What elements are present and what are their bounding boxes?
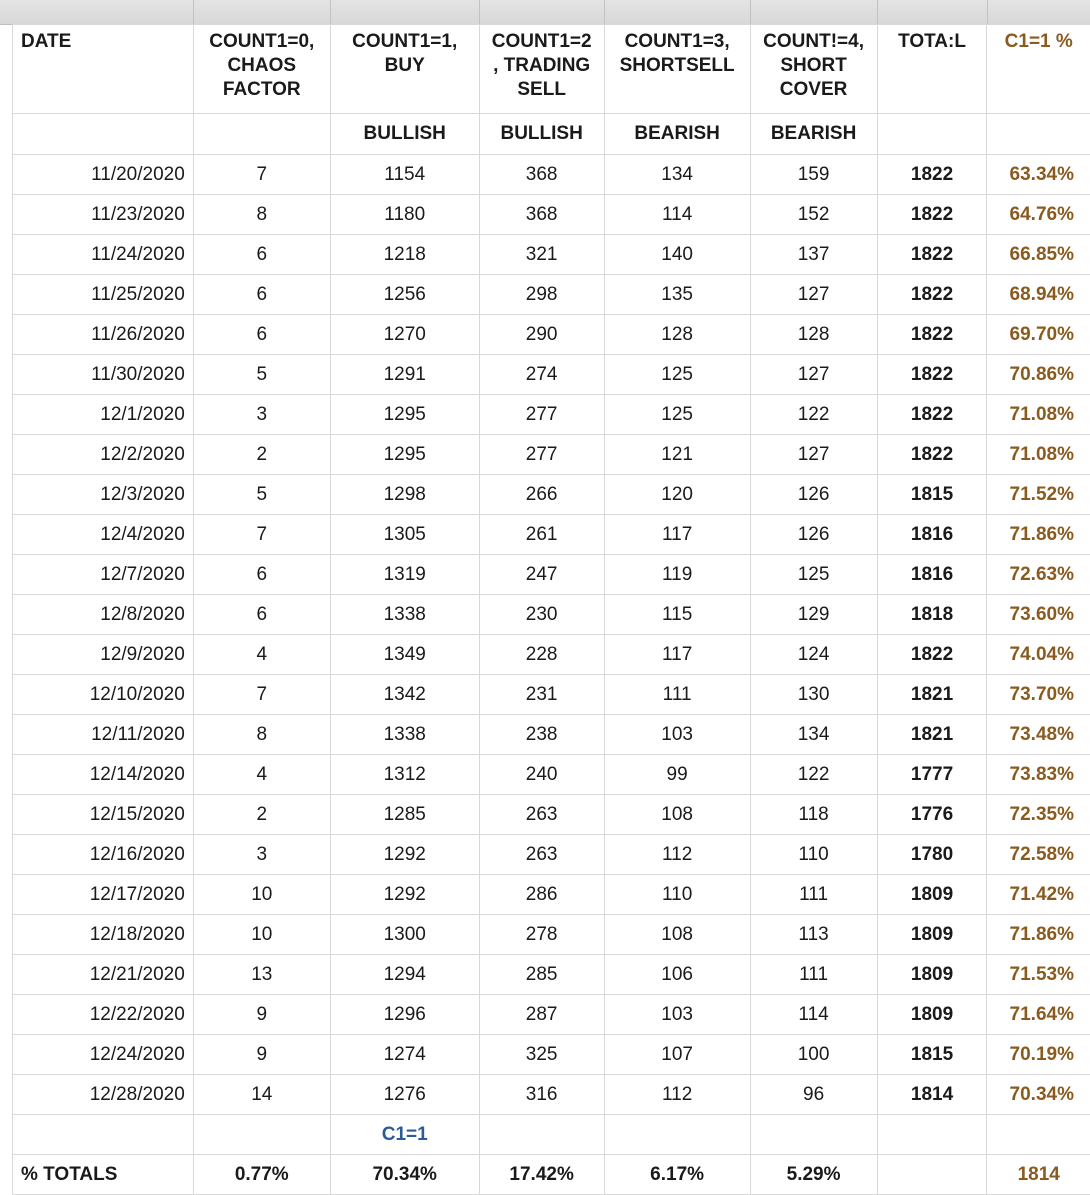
totals-total[interactable]	[877, 1155, 987, 1195]
cell-trading-sell[interactable]: 298	[479, 275, 604, 315]
cell-shortsell[interactable]: 125	[604, 395, 750, 435]
cell-c1-percent[interactable]: 70.34%	[987, 1075, 1090, 1115]
column-divider	[604, 0, 605, 24]
cell-c1-percent[interactable]: 73.83%	[987, 755, 1090, 795]
table-row	[13, 795, 1090, 835]
table-row	[13, 1075, 1090, 1115]
column-divider	[479, 0, 480, 24]
cell-date[interactable]: 11/26/2020	[13, 315, 194, 355]
cell-date[interactable]: 12/21/2020	[13, 955, 194, 995]
cell-trading-sell[interactable]: 277	[479, 395, 604, 435]
cell-chaos-factor[interactable]: 6	[193, 595, 330, 635]
cell-c1-percent[interactable]: 72.35%	[987, 795, 1090, 835]
cell-chaos-factor[interactable]: 8	[193, 715, 330, 755]
cell-chaos-factor[interactable]: 2	[193, 795, 330, 835]
note-c1[interactable]: C1=1	[330, 1115, 479, 1155]
cell-buy[interactable]: 1270	[330, 315, 479, 355]
table-row	[13, 675, 1090, 715]
cell-trading-sell[interactable]: 278	[479, 915, 604, 955]
note-empty[interactable]	[604, 1115, 750, 1155]
cell-shortsell[interactable]: 114	[604, 195, 750, 235]
cell-date[interactable]: 12/7/2020	[13, 555, 194, 595]
header-short-cover[interactable]: COUNT!=4, SHORT COVER	[750, 25, 877, 114]
cell-buy[interactable]: 1180	[330, 195, 479, 235]
cell-total[interactable]: 1822	[877, 435, 987, 475]
cell-total[interactable]: 1818	[877, 595, 987, 635]
cell-shortsell[interactable]: 103	[604, 715, 750, 755]
cell-buy[interactable]: 1218	[330, 235, 479, 275]
cell-chaos-factor[interactable]: 4	[193, 755, 330, 795]
cell-trading-sell[interactable]: 325	[479, 1035, 604, 1075]
cell-total[interactable]: 1780	[877, 835, 987, 875]
cell-trading-sell[interactable]: 228	[479, 635, 604, 675]
cell-short-cover[interactable]: 126	[750, 475, 877, 515]
totals-short-cover[interactable]: 5.29%	[750, 1155, 877, 1195]
cell-buy[interactable]: 1338	[330, 715, 479, 755]
totals-trading-sell[interactable]: 17.42%	[479, 1155, 604, 1195]
cell-c1-percent[interactable]: 71.52%	[987, 475, 1090, 515]
header-total[interactable]: TOTA:L	[877, 25, 987, 114]
cell-short-cover[interactable]: 129	[750, 595, 877, 635]
cell-trading-sell[interactable]: 286	[479, 875, 604, 915]
cell-total[interactable]: 1822	[877, 275, 987, 315]
header-buy[interactable]: COUNT1=1, BUY	[330, 25, 479, 114]
cell-c1-percent[interactable]: 69.70%	[987, 315, 1090, 355]
cell-buy[interactable]: 1285	[330, 795, 479, 835]
cell-chaos-factor[interactable]: 5	[193, 475, 330, 515]
cell-buy[interactable]: 1319	[330, 555, 479, 595]
cell-date[interactable]: 12/14/2020	[13, 755, 194, 795]
cell-date[interactable]: 12/8/2020	[13, 595, 194, 635]
cell-date[interactable]: 12/10/2020	[13, 675, 194, 715]
cell-c1-percent[interactable]: 71.08%	[987, 435, 1090, 475]
cell-total[interactable]: 1821	[877, 715, 987, 755]
cell-trading-sell[interactable]: 240	[479, 755, 604, 795]
cell-date[interactable]: 12/2/2020	[13, 435, 194, 475]
cell-short-cover[interactable]: 96	[750, 1075, 877, 1115]
cell-c1-percent[interactable]: 74.04%	[987, 635, 1090, 675]
cell-short-cover[interactable]: 134	[750, 715, 877, 755]
cell-chaos-factor[interactable]: 13	[193, 955, 330, 995]
sentiment-empty[interactable]	[193, 114, 330, 155]
cell-buy[interactable]: 1154	[330, 155, 479, 195]
cell-c1-percent[interactable]: 71.86%	[987, 515, 1090, 555]
totals-chaos-factor[interactable]: 0.77%	[193, 1155, 330, 1195]
note-empty[interactable]	[987, 1115, 1090, 1155]
cell-short-cover[interactable]: 127	[750, 435, 877, 475]
sentiment-empty[interactable]	[13, 114, 194, 155]
cell-shortsell[interactable]: 106	[604, 955, 750, 995]
cell-total[interactable]: 1809	[877, 995, 987, 1035]
cell-total[interactable]: 1822	[877, 355, 987, 395]
cell-c1-percent[interactable]: 71.64%	[987, 995, 1090, 1035]
cell-trading-sell[interactable]: 290	[479, 315, 604, 355]
table-row	[13, 835, 1090, 875]
header-c1-percent[interactable]: C1=1 %	[987, 25, 1090, 114]
column-divider	[987, 0, 988, 24]
table-row	[13, 475, 1090, 515]
cell-short-cover[interactable]: 126	[750, 515, 877, 555]
cell-chaos-factor[interactable]: 6	[193, 555, 330, 595]
column-divider	[750, 0, 751, 24]
cell-shortsell[interactable]: 120	[604, 475, 750, 515]
cell-total[interactable]: 1815	[877, 1035, 987, 1075]
note-empty[interactable]	[750, 1115, 877, 1155]
cell-trading-sell[interactable]: 285	[479, 955, 604, 995]
cell-buy[interactable]: 1300	[330, 915, 479, 955]
table-row	[13, 595, 1090, 635]
cell-short-cover[interactable]: 152	[750, 195, 877, 235]
spreadsheet-column-header-bar	[0, 0, 1090, 25]
cell-short-cover[interactable]: 127	[750, 355, 877, 395]
cell-total[interactable]: 1776	[877, 795, 987, 835]
cell-shortsell[interactable]: 99	[604, 755, 750, 795]
cell-chaos-factor[interactable]: 10	[193, 875, 330, 915]
cell-short-cover[interactable]: 113	[750, 915, 877, 955]
cell-chaos-factor[interactable]: 7	[193, 515, 330, 555]
cell-short-cover[interactable]: 111	[750, 875, 877, 915]
cell-total[interactable]: 1822	[877, 235, 987, 275]
cell-buy[interactable]: 1276	[330, 1075, 479, 1115]
cell-trading-sell[interactable]: 368	[479, 155, 604, 195]
cell-date[interactable]: 11/20/2020	[13, 155, 194, 195]
totals-shortsell[interactable]: 6.17%	[604, 1155, 750, 1195]
note-empty[interactable]	[479, 1115, 604, 1155]
cell-short-cover[interactable]: 118	[750, 795, 877, 835]
cell-trading-sell[interactable]: 316	[479, 1075, 604, 1115]
cell-shortsell[interactable]: 111	[604, 675, 750, 715]
cell-shortsell[interactable]: 117	[604, 635, 750, 675]
table-row	[13, 355, 1090, 395]
cell-buy[interactable]: 1292	[330, 875, 479, 915]
cell-trading-sell[interactable]: 321	[479, 235, 604, 275]
table-row	[13, 555, 1090, 595]
cell-shortsell[interactable]: 119	[604, 555, 750, 595]
header-date[interactable]: DATE	[13, 25, 194, 114]
cell-short-cover[interactable]: 127	[750, 275, 877, 315]
cell-date[interactable]: 12/15/2020	[13, 795, 194, 835]
cell-date[interactable]: 12/4/2020	[13, 515, 194, 555]
cell-short-cover[interactable]: 111	[750, 955, 877, 995]
cell-short-cover[interactable]: 159	[750, 155, 877, 195]
cell-total[interactable]: 1816	[877, 515, 987, 555]
header-shortsell[interactable]: COUNT1=3, SHORTSELL	[604, 25, 750, 114]
cell-total[interactable]: 1822	[877, 195, 987, 235]
cell-buy[interactable]: 1291	[330, 355, 479, 395]
cell-total[interactable]: 1815	[877, 475, 987, 515]
column-divider	[330, 0, 331, 24]
cell-date[interactable]: 12/22/2020	[13, 995, 194, 1035]
cell-buy[interactable]: 1294	[330, 955, 479, 995]
table-row	[13, 315, 1090, 355]
cell-date[interactable]: 12/17/2020	[13, 875, 194, 915]
cell-shortsell[interactable]: 117	[604, 515, 750, 555]
note-empty[interactable]	[13, 1115, 194, 1155]
cell-trading-sell[interactable]: 231	[479, 675, 604, 715]
cell-c1-percent[interactable]: 70.19%	[987, 1035, 1090, 1075]
table-row	[13, 715, 1090, 755]
table-row	[13, 1035, 1090, 1075]
cell-trading-sell[interactable]: 263	[479, 795, 604, 835]
cell-c1-percent[interactable]: 68.94%	[987, 275, 1090, 315]
cell-shortsell[interactable]: 110	[604, 875, 750, 915]
cell-c1-percent[interactable]: 71.42%	[987, 875, 1090, 915]
cell-shortsell[interactable]: 103	[604, 995, 750, 1035]
cell-c1-percent[interactable]: 71.86%	[987, 915, 1090, 955]
cell-buy[interactable]: 1305	[330, 515, 479, 555]
cell-trading-sell[interactable]: 368	[479, 195, 604, 235]
cell-date[interactable]: 12/11/2020	[13, 715, 194, 755]
sentiment-short-cover[interactable]: BEARISH	[750, 114, 877, 155]
cell-chaos-factor[interactable]: 6	[193, 235, 330, 275]
cell-date[interactable]: 11/24/2020	[13, 235, 194, 275]
cell-short-cover[interactable]: 125	[750, 555, 877, 595]
totals-c1-percent[interactable]: 1814	[987, 1155, 1090, 1195]
header-chaos-factor[interactable]: COUNT1=0, CHAOS FACTOR	[193, 25, 330, 114]
cell-buy[interactable]: 1292	[330, 835, 479, 875]
cell-chaos-factor[interactable]: 3	[193, 395, 330, 435]
cell-total[interactable]: 1809	[877, 915, 987, 955]
cell-total[interactable]: 1822	[877, 155, 987, 195]
cell-trading-sell[interactable]: 230	[479, 595, 604, 635]
cell-shortsell[interactable]: 108	[604, 795, 750, 835]
cell-total[interactable]: 1822	[877, 635, 987, 675]
cell-c1-percent[interactable]: 64.76%	[987, 195, 1090, 235]
table-row	[13, 995, 1090, 1035]
cell-date[interactable]: 12/28/2020	[13, 1075, 194, 1115]
cell-total[interactable]: 1821	[877, 675, 987, 715]
table-row	[13, 195, 1090, 235]
cell-date[interactable]: 12/24/2020	[13, 1035, 194, 1075]
table-row	[13, 395, 1090, 435]
cell-date[interactable]: 12/3/2020	[13, 475, 194, 515]
cell-chaos-factor[interactable]: 4	[193, 635, 330, 675]
cell-trading-sell[interactable]: 266	[479, 475, 604, 515]
table-row	[13, 155, 1090, 195]
cell-c1-percent[interactable]: 73.60%	[987, 595, 1090, 635]
cell-short-cover[interactable]: 124	[750, 635, 877, 675]
cell-shortsell[interactable]: 112	[604, 835, 750, 875]
table-row	[13, 755, 1090, 795]
cell-chaos-factor[interactable]: 10	[193, 915, 330, 955]
cell-buy[interactable]: 1295	[330, 395, 479, 435]
table-row	[13, 515, 1090, 555]
cell-date[interactable]: 12/18/2020	[13, 915, 194, 955]
cell-total[interactable]: 1822	[877, 315, 987, 355]
cell-buy[interactable]: 1338	[330, 595, 479, 635]
totals-row	[13, 1155, 1090, 1195]
cell-shortsell[interactable]: 134	[604, 155, 750, 195]
note-row	[13, 1115, 1090, 1155]
table-row	[13, 955, 1090, 995]
note-empty[interactable]	[877, 1115, 987, 1155]
sentiment-row	[13, 114, 1090, 155]
cell-total[interactable]: 1777	[877, 755, 987, 795]
cell-c1-percent[interactable]: 66.85%	[987, 235, 1090, 275]
cell-total[interactable]: 1809	[877, 875, 987, 915]
cell-shortsell[interactable]: 135	[604, 275, 750, 315]
cell-c1-percent[interactable]: 63.34%	[987, 155, 1090, 195]
cell-date[interactable]: 12/16/2020	[13, 835, 194, 875]
cell-short-cover[interactable]: 114	[750, 995, 877, 1035]
cell-chaos-factor[interactable]: 9	[193, 1035, 330, 1075]
cell-c1-percent[interactable]: 70.86%	[987, 355, 1090, 395]
cell-buy[interactable]: 1295	[330, 435, 479, 475]
cell-chaos-factor[interactable]: 8	[193, 195, 330, 235]
cell-short-cover[interactable]: 100	[750, 1035, 877, 1075]
sentiment-empty[interactable]	[987, 114, 1090, 155]
cell-short-cover[interactable]: 110	[750, 835, 877, 875]
cell-date[interactable]: 12/1/2020	[13, 395, 194, 435]
table-row	[13, 435, 1090, 475]
table-row	[13, 635, 1090, 675]
cell-trading-sell[interactable]: 287	[479, 995, 604, 1035]
table-row	[13, 875, 1090, 915]
cell-trading-sell[interactable]: 247	[479, 555, 604, 595]
cell-shortsell[interactable]: 108	[604, 915, 750, 955]
count-summary-table	[12, 24, 1090, 1195]
cell-trading-sell[interactable]: 274	[479, 355, 604, 395]
cell-total[interactable]: 1809	[877, 955, 987, 995]
cell-buy[interactable]: 1256	[330, 275, 479, 315]
cell-chaos-factor[interactable]: 7	[193, 675, 330, 715]
cell-chaos-factor[interactable]: 2	[193, 435, 330, 475]
cell-trading-sell[interactable]: 263	[479, 835, 604, 875]
cell-chaos-factor[interactable]: 3	[193, 835, 330, 875]
cell-buy[interactable]: 1342	[330, 675, 479, 715]
cell-shortsell[interactable]: 121	[604, 435, 750, 475]
column-divider	[193, 0, 194, 24]
cell-date[interactable]: 11/25/2020	[13, 275, 194, 315]
cell-short-cover[interactable]: 130	[750, 675, 877, 715]
cell-c1-percent[interactable]: 72.63%	[987, 555, 1090, 595]
cell-short-cover[interactable]: 128	[750, 315, 877, 355]
cell-short-cover[interactable]: 137	[750, 235, 877, 275]
cell-shortsell[interactable]: 128	[604, 315, 750, 355]
cell-shortsell[interactable]: 125	[604, 355, 750, 395]
cell-c1-percent[interactable]: 73.70%	[987, 675, 1090, 715]
cell-c1-percent[interactable]: 71.08%	[987, 395, 1090, 435]
cell-date[interactable]: 11/30/2020	[13, 355, 194, 395]
cell-date[interactable]: 11/23/2020	[13, 195, 194, 235]
cell-short-cover[interactable]: 122	[750, 395, 877, 435]
cell-shortsell[interactable]: 107	[604, 1035, 750, 1075]
note-empty[interactable]	[193, 1115, 330, 1155]
cell-chaos-factor[interactable]: 7	[193, 155, 330, 195]
cell-trading-sell[interactable]: 238	[479, 715, 604, 755]
header-trading-sell[interactable]: COUNT1=2 , TRADING SELL	[479, 25, 604, 114]
table-row	[13, 275, 1090, 315]
cell-shortsell[interactable]: 140	[604, 235, 750, 275]
cell-buy[interactable]: 1298	[330, 475, 479, 515]
cell-buy[interactable]: 1312	[330, 755, 479, 795]
cell-chaos-factor[interactable]: 6	[193, 315, 330, 355]
sentiment-empty[interactable]	[877, 114, 987, 155]
table-row	[13, 235, 1090, 275]
cell-chaos-factor[interactable]: 6	[193, 275, 330, 315]
cell-trading-sell[interactable]: 277	[479, 435, 604, 475]
cell-buy[interactable]: 1349	[330, 635, 479, 675]
cell-chaos-factor[interactable]: 9	[193, 995, 330, 1035]
cell-total[interactable]: 1816	[877, 555, 987, 595]
column-divider	[877, 0, 878, 24]
cell-shortsell[interactable]: 115	[604, 595, 750, 635]
cell-short-cover[interactable]: 122	[750, 755, 877, 795]
sentiment-shortsell[interactable]: BEARISH	[604, 114, 750, 155]
cell-c1-percent[interactable]: 73.48%	[987, 715, 1090, 755]
cell-c1-percent[interactable]: 72.58%	[987, 835, 1090, 875]
cell-trading-sell[interactable]: 261	[479, 515, 604, 555]
cell-shortsell[interactable]: 112	[604, 1075, 750, 1115]
sentiment-trading-sell[interactable]: BULLISH	[479, 114, 604, 155]
totals-label[interactable]: % TOTALS	[13, 1155, 194, 1195]
totals-buy[interactable]: 70.34%	[330, 1155, 479, 1195]
table-row	[13, 915, 1090, 955]
cell-buy[interactable]: 1296	[330, 995, 479, 1035]
sentiment-buy[interactable]: BULLISH	[330, 114, 479, 155]
cell-chaos-factor[interactable]: 5	[193, 355, 330, 395]
cell-chaos-factor[interactable]: 14	[193, 1075, 330, 1115]
column-header-row	[13, 25, 1090, 114]
cell-buy[interactable]: 1274	[330, 1035, 479, 1075]
cell-total[interactable]: 1822	[877, 395, 987, 435]
cell-total[interactable]: 1814	[877, 1075, 987, 1115]
cell-c1-percent[interactable]: 71.53%	[987, 955, 1090, 995]
cell-date[interactable]: 12/9/2020	[13, 635, 194, 675]
